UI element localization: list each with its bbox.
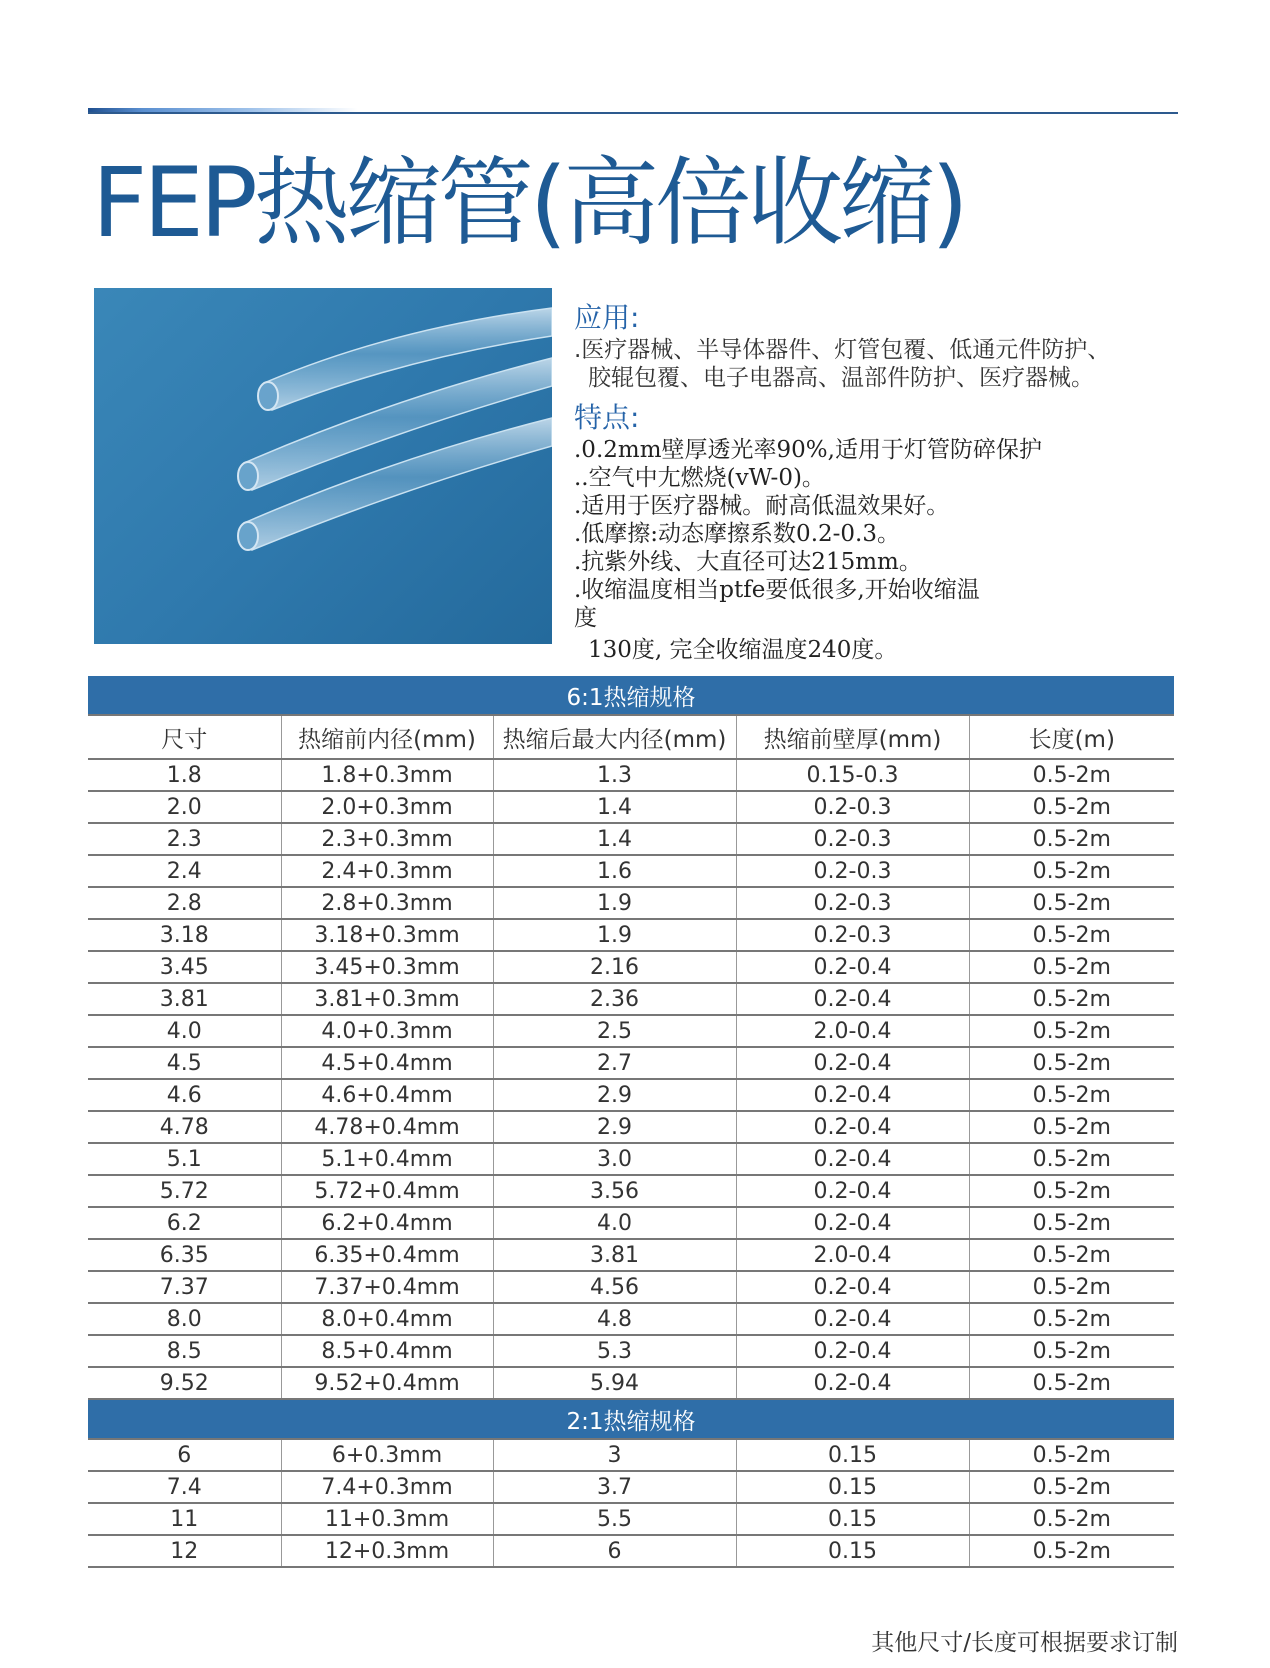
table-row [88, 983, 1174, 1015]
table-row [88, 1535, 1174, 1567]
table-cell: 2.8+0.3mm [281, 887, 493, 919]
table-cell: 3.18+0.3mm [281, 919, 493, 951]
table-cell: 4.0 [493, 1207, 736, 1239]
table-cell: 2.0+0.3mm [281, 791, 493, 823]
table-row [88, 855, 1174, 887]
table-cell: 0.2-0.4 [736, 1175, 969, 1207]
table-row [88, 759, 1174, 791]
table-cell: 6 [493, 1535, 736, 1567]
feature-line: 130度, 完全收缩温度240度。 [588, 637, 898, 663]
table-cell: 0.5-2m [969, 1439, 1174, 1471]
table-row [88, 1271, 1174, 1303]
table-cell: 6.35 [88, 1239, 281, 1271]
table-cell: 0.2-0.4 [736, 951, 969, 983]
table-cell: 5.3 [493, 1335, 736, 1367]
section-band-6x [88, 676, 1174, 715]
table-cell: 4.8 [493, 1303, 736, 1335]
table-cell: 0.2-0.4 [736, 1047, 969, 1079]
table-cell: 0.15 [736, 1535, 969, 1567]
table-cell: 0.5-2m [969, 1047, 1174, 1079]
section-band-2x [88, 1399, 1174, 1439]
table-cell: 8.0+0.4mm [281, 1303, 493, 1335]
column-header: 长度(m) [969, 715, 1174, 759]
column-header: 尺寸 [88, 715, 281, 759]
table-cell: 5.72 [88, 1175, 281, 1207]
table-cell: 0.2-0.4 [736, 1207, 969, 1239]
table-row [88, 1335, 1174, 1367]
table-cell: 0.5-2m [969, 1175, 1174, 1207]
section-title-2x: 2:1热缩规格 [88, 1399, 1174, 1439]
table-cell: 0.2-0.4 [736, 1143, 969, 1175]
table-cell: 0.5-2m [969, 1535, 1174, 1567]
table-cell: 3 [493, 1439, 736, 1471]
table-cell: 7.4+0.3mm [281, 1471, 493, 1503]
table-cell: 2.0-0.4 [736, 1239, 969, 1271]
table-cell: 6.35+0.4mm [281, 1239, 493, 1271]
table-cell: 1.8+0.3mm [281, 759, 493, 791]
table-cell: 3.81 [493, 1239, 736, 1271]
table-cell: 0.5-2m [969, 1143, 1174, 1175]
product-photo [94, 288, 552, 644]
table-cell: 5.72+0.4mm [281, 1175, 493, 1207]
table-cell: 0.5-2m [969, 823, 1174, 855]
table-row [88, 1303, 1174, 1335]
column-header: 热缩前壁厚(mm) [736, 715, 969, 759]
table-cell: 0.5-2m [969, 1079, 1174, 1111]
table-cell: 0.2-0.4 [736, 1367, 969, 1399]
table-row [88, 1239, 1174, 1271]
table-cell: 0.5-2m [969, 1207, 1174, 1239]
feature-line: .收缩温度相当ptfe要低很多,开始收缩温 [574, 577, 980, 603]
table-cell: 4.5+0.4mm [281, 1047, 493, 1079]
table-cell: 11 [88, 1503, 281, 1535]
table-cell: 3.45 [88, 951, 281, 983]
table-cell: 2.36 [493, 983, 736, 1015]
table-cell: 2.16 [493, 951, 736, 983]
table-row [88, 823, 1174, 855]
table-row [88, 887, 1174, 919]
feature-line: ..空气中尢燃烧(vW-0)。 [574, 465, 825, 491]
column-header: 热缩前内径(mm) [281, 715, 493, 759]
table-cell: 0.15 [736, 1439, 969, 1471]
table-cell: 3.56 [493, 1175, 736, 1207]
section-title-6x: 6:1热缩规格 [88, 676, 1174, 715]
table-cell: 0.5-2m [969, 1239, 1174, 1271]
table-cell: 0.5-2m [969, 1335, 1174, 1367]
table-cell: 0.15-0.3 [736, 759, 969, 791]
application-line: 胶辊包覆、电子电器高、温部件防护、医疗器械。 [588, 365, 1094, 391]
table-cell: 7.37 [88, 1271, 281, 1303]
table-row [88, 1367, 1174, 1399]
table-cell: 6 [88, 1439, 281, 1471]
table-cell: 4.0+0.3mm [281, 1015, 493, 1047]
table-cell: 2.0-0.4 [736, 1015, 969, 1047]
table-cell: 0.2-0.3 [736, 887, 969, 919]
table-cell: 0.2-0.3 [736, 855, 969, 887]
table-cell: 0.5-2m [969, 1111, 1174, 1143]
table-cell: 3.81 [88, 983, 281, 1015]
table-cell: 4.0 [88, 1015, 281, 1047]
features-heading: 特点: [574, 401, 640, 434]
table-cell: 2.9 [493, 1079, 736, 1111]
table-cell: 5.94 [493, 1367, 736, 1399]
table-cell: 7.37+0.4mm [281, 1271, 493, 1303]
application-line: .医疗器械、半导体器件、灯管包覆、低通元件防护、 [574, 337, 1111, 363]
table-cell: 0.5-2m [969, 855, 1174, 887]
table-row [88, 1015, 1174, 1047]
table-cell: 2.4 [88, 855, 281, 887]
product-info [574, 300, 1134, 664]
table-cell: 4.6+0.4mm [281, 1079, 493, 1111]
table-cell: 2.3 [88, 823, 281, 855]
table-cell: 2.4+0.3mm [281, 855, 493, 887]
table-cell: 0.15 [736, 1503, 969, 1535]
table-row [88, 951, 1174, 983]
table-cell: 1.4 [493, 823, 736, 855]
table-cell: 0.2-0.4 [736, 1111, 969, 1143]
table-cell: 3.7 [493, 1471, 736, 1503]
table-cell: 4.78 [88, 1111, 281, 1143]
table-cell: 8.5 [88, 1335, 281, 1367]
table-cell: 12 [88, 1535, 281, 1567]
table-cell: 5.5 [493, 1503, 736, 1535]
table-row [88, 1079, 1174, 1111]
table-row [88, 1471, 1174, 1503]
table-cell: 0.5-2m [969, 887, 1174, 919]
feature-line: .低摩擦:动态摩擦系数0.2-0.3。 [574, 521, 900, 547]
table-cell: 4.5 [88, 1047, 281, 1079]
feature-line: .适用于医疗器械。耐高低温效果好。 [574, 493, 950, 519]
table-cell: 1.9 [493, 887, 736, 919]
table-cell: 2.5 [493, 1015, 736, 1047]
table-row [88, 1111, 1174, 1143]
table-cell: 6+0.3mm [281, 1439, 493, 1471]
application-heading: 应用: [574, 301, 640, 334]
table-cell: 0.5-2m [969, 1503, 1174, 1535]
table-cell: 9.52+0.4mm [281, 1367, 493, 1399]
table-cell: 4.6 [88, 1079, 281, 1111]
table-cell: 12+0.3mm [281, 1535, 493, 1567]
table-row [88, 1207, 1174, 1239]
table-cell: 0.2-0.3 [736, 919, 969, 951]
tubes-illustration [94, 288, 552, 644]
table-cell: 3.45+0.3mm [281, 951, 493, 983]
table-row [88, 919, 1174, 951]
table-row [88, 1143, 1174, 1175]
table-cell: 0.2-0.4 [736, 983, 969, 1015]
table-cell: 0.5-2m [969, 1303, 1174, 1335]
table-cell: 2.8 [88, 887, 281, 919]
table-cell: 9.52 [88, 1367, 281, 1399]
table-cell: 2.7 [493, 1047, 736, 1079]
table-row [88, 1503, 1174, 1535]
feature-line: .抗紫外线、大直径可达215mm。 [574, 549, 922, 575]
table-cell: 0.2-0.3 [736, 823, 969, 855]
table-cell: 0.2-0.4 [736, 1303, 969, 1335]
table-cell: 0.5-2m [969, 983, 1174, 1015]
table-cell: 2.0 [88, 791, 281, 823]
table-row [88, 1047, 1174, 1079]
table-cell: 4.78+0.4mm [281, 1111, 493, 1143]
table-cell: 1.8 [88, 759, 281, 791]
table-cell: 11+0.3mm [281, 1503, 493, 1535]
table-cell: 2.3+0.3mm [281, 823, 493, 855]
table-cell: 1.3 [493, 759, 736, 791]
table-cell: 0.15 [736, 1471, 969, 1503]
table-cell: 6.2+0.4mm [281, 1207, 493, 1239]
table-cell: 2.9 [493, 1111, 736, 1143]
spec-table [88, 676, 1174, 1568]
footnote: 其他尺寸/长度可根据要求订制 [871, 1630, 1178, 1656]
table-cell: 3.81+0.3mm [281, 983, 493, 1015]
column-header: 热缩后最大内径(mm) [493, 715, 736, 759]
table-cell: 5.1 [88, 1143, 281, 1175]
table-cell: 0.2-0.3 [736, 791, 969, 823]
table-cell: 1.6 [493, 855, 736, 887]
table-cell: 0.2-0.4 [736, 1271, 969, 1303]
table-header-row [88, 715, 1174, 759]
table-cell: 8.5+0.4mm [281, 1335, 493, 1367]
table-cell: 0.2-0.4 [736, 1079, 969, 1111]
table-row [88, 791, 1174, 823]
table-row [88, 1175, 1174, 1207]
page-title: FEP热缩管(高倍收缩) [92, 147, 965, 259]
table-cell: 0.5-2m [969, 1367, 1174, 1399]
table-cell: 0.5-2m [969, 1015, 1174, 1047]
table-cell: 0.5-2m [969, 1471, 1174, 1503]
table-cell: 0.5-2m [969, 951, 1174, 983]
table-cell: 0.5-2m [969, 759, 1174, 791]
table-cell: 0.5-2m [969, 791, 1174, 823]
table-cell: 0.5-2m [969, 919, 1174, 951]
table-cell: 0.5-2m [969, 1271, 1174, 1303]
table-cell: 8.0 [88, 1303, 281, 1335]
table-cell: 5.1+0.4mm [281, 1143, 493, 1175]
table-cell: 3.0 [493, 1143, 736, 1175]
table-cell: 1.9 [493, 919, 736, 951]
table-cell: 1.4 [493, 791, 736, 823]
table-cell: 6.2 [88, 1207, 281, 1239]
table-cell: 0.2-0.4 [736, 1335, 969, 1367]
table-cell: 7.4 [88, 1471, 281, 1503]
table-row [88, 1439, 1174, 1471]
top-divider [88, 112, 1178, 114]
feature-line: .0.2mm壁厚透光率90%,适用于灯管防碎保护 [574, 437, 1042, 463]
feature-line: 度 [574, 605, 597, 631]
table-cell: 4.56 [493, 1271, 736, 1303]
table-cell: 3.18 [88, 919, 281, 951]
